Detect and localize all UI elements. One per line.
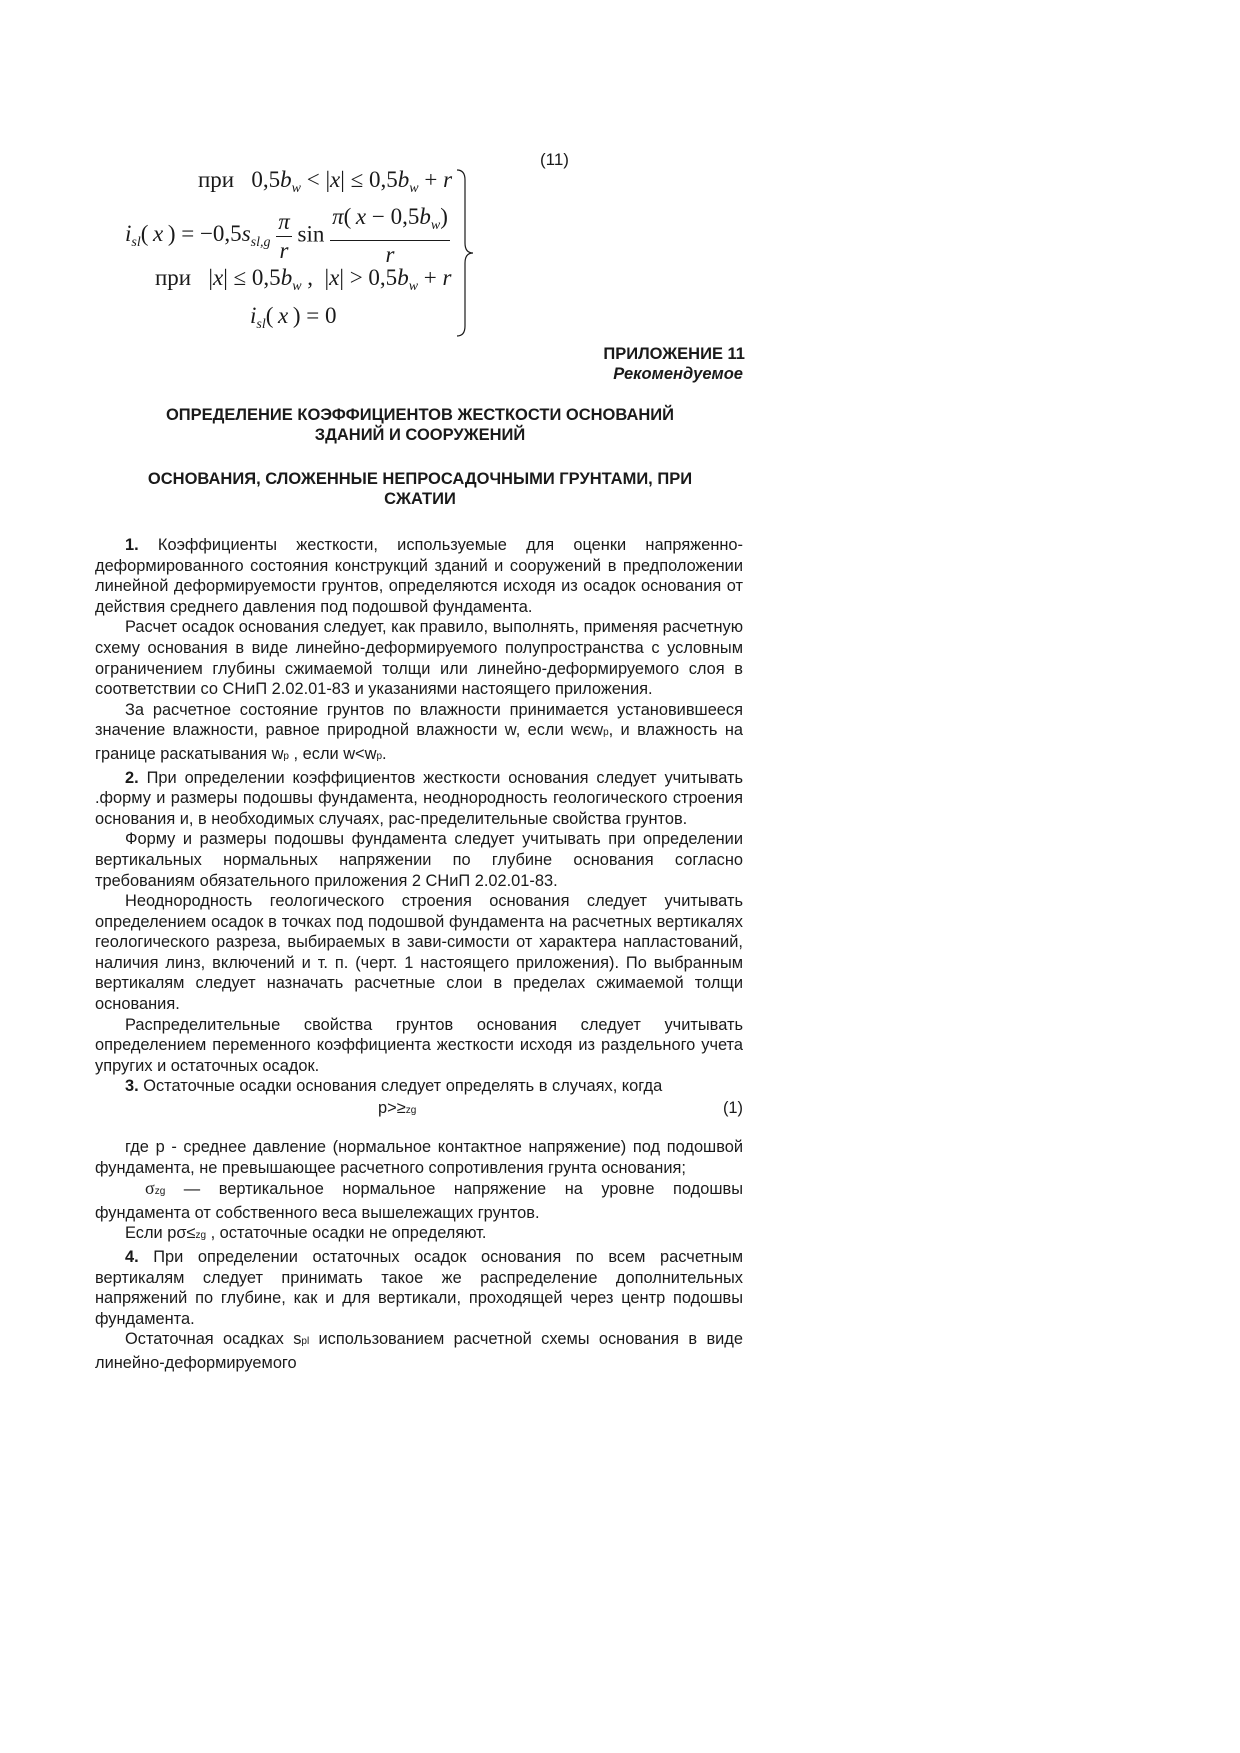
formula-1 bbox=[95, 1097, 743, 1137]
equation-number: (11) bbox=[540, 150, 569, 169]
formula-condition-1: $0,5b_w < |x| \le 0,5b_w + r$ bbox=[251, 167, 453, 196]
formula-row-1 bbox=[198, 167, 452, 197]
formula-1-expression: p>≥zg bbox=[378, 1099, 417, 1118]
paragraph-6: Неоднородность геологического строения основания следует учитывать определением осадок в точках под подошвой фундамента на расчетных вертикалях геологического разреза, выбираемых в зави-симости от характера напластований, наличия линз, включений и т. п. (черт. 1 настоящего приложения). По выбранным вертикалям следует назначать расчетные слои в пределах сжимаемой толщи основания. bbox=[95, 892, 743, 1014]
section-heading-line-2: СЖАТИИ bbox=[384, 490, 456, 508]
formula-row-2 bbox=[125, 203, 450, 269]
pi-over-r-fraction: $\frac{\pi}{r}$ bbox=[278, 208, 290, 263]
right-brace bbox=[455, 168, 475, 338]
paragraph-4: 2. При определении коэффициентов жесткости основания следует учитывать .форму и размеры подошвы фундамента, неоднородность геологического строения основания и, в необходимых случаях, рас-пределительные свойства грунтов. bbox=[95, 768, 743, 828]
formula-row-3 bbox=[155, 265, 451, 295]
section-heading-line-1: ОСНОВАНИЯ, СЛОЖЕННЫЕ НЕПРОСАДОЧНЫМИ ГРУНТАМИ, ПРИ bbox=[147, 470, 693, 488]
paragraph-3: За расчетное состояние грунтов по влажности принимается установившееся значение влажности, равное природной влажности w, если wєwp, и влажность на границе раскатывания wp , если w<wp. bbox=[95, 700, 743, 763]
sin-function: sin bbox=[297, 221, 325, 247]
paragraph-12: 4. При определении остаточных осадок основания по всем расчетным вертикалям следует принимать такое же распределение дополнительных напряжений по глубине, как и для вертикали, проходящей через центр подошвы фундамента. bbox=[95, 1248, 743, 1328]
paragraph-2: Расчет осадок основания следует, как правило, выполнять, применяя расчетную схему основания в виде линейно-деформируемого полупространства с условным ограничением глубины сжимаемой толщи или линейно-деформируемого слоя в соответствии со СНиП 2.02.01-83 и указаниями настоящего приложения. bbox=[95, 618, 743, 699]
paragraph-8: 3. Остаточные осадки основания следует определять в случаях, когда bbox=[125, 1077, 663, 1096]
appendix-subtitle: Рекомендуемое bbox=[613, 365, 743, 383]
main-heading bbox=[95, 405, 745, 445]
paragraph-10: σzg — вертикальное нормальное напряжение на уровне подошвы фундамента от собственного веса вышележащих грунтов. bbox=[95, 1178, 743, 1222]
paragraph-7: Распределительные свойства грунтов основания следует учитывать определением переменного коэффициента жесткости исходя из раздельного учета упругих и остаточных осадок. bbox=[95, 1015, 743, 1075]
formula-row-4 bbox=[250, 303, 336, 333]
sine-argument-fraction: $\frac{\pi( x - 0,5b_w)}{r}$ bbox=[332, 204, 448, 267]
paragraph-13: Остаточная осадках spl использованием расчетной схемы основания в виде линейно-деформируемого bbox=[95, 1330, 743, 1372]
formula-condition-2: $|x| \le 0,5b_w$ , $|x| > 0,5b_w + r$ bbox=[208, 265, 452, 294]
appendix-title: ПРИЛОЖЕНИЕ 11 bbox=[603, 345, 745, 363]
section-heading bbox=[95, 469, 745, 509]
main-heading-line-1: ОПРЕДЕЛЕНИЕ КОЭФФИЦИЕНТОВ ЖЕСТКОСТИ ОСНОВАНИЙ bbox=[165, 406, 675, 424]
formula-block bbox=[120, 165, 480, 340]
formula-lhs: $i_{sl}$( x ) = $-0,5s_{sl,g}$ bbox=[125, 221, 271, 251]
formula-prefix: при bbox=[198, 167, 235, 192]
paragraph-9: где p - среднее давление (нормальное контактное напряжение) под подошвой фундамента, не превышающее расчетного сопротивления грунта основания; bbox=[95, 1138, 743, 1177]
formula-zero-case: $i_{sl}$( x ) = 0 bbox=[250, 303, 337, 332]
formula-1-number: (1) bbox=[722, 1099, 743, 1118]
main-heading-line-2: ЗДАНИЙ И СООРУЖЕНИЙ bbox=[314, 426, 526, 444]
formula-prefix-2: при bbox=[155, 265, 192, 290]
paragraph-5: Форму и размеры подошвы фундамента следует учитывать при определении вертикальных нормальных напряжении по глубине основания согласно требованиям обязательного приложения 2 СНиП 2.02.01-83. bbox=[95, 830, 743, 890]
body-text bbox=[95, 535, 743, 1374]
paragraph-1: 1. Коэффициенты жесткости, используемые для оценки напряженно-деформированного состояния конструкций зданий и сооружений в предположении линейной деформируемости грунтов, определяются исходя из осадок основания от действия среднего давления под подошвой фундамента. bbox=[95, 536, 743, 616]
paragraph-11: Если pσ≤zg , остаточные осадки не определяют. bbox=[125, 1224, 487, 1243]
